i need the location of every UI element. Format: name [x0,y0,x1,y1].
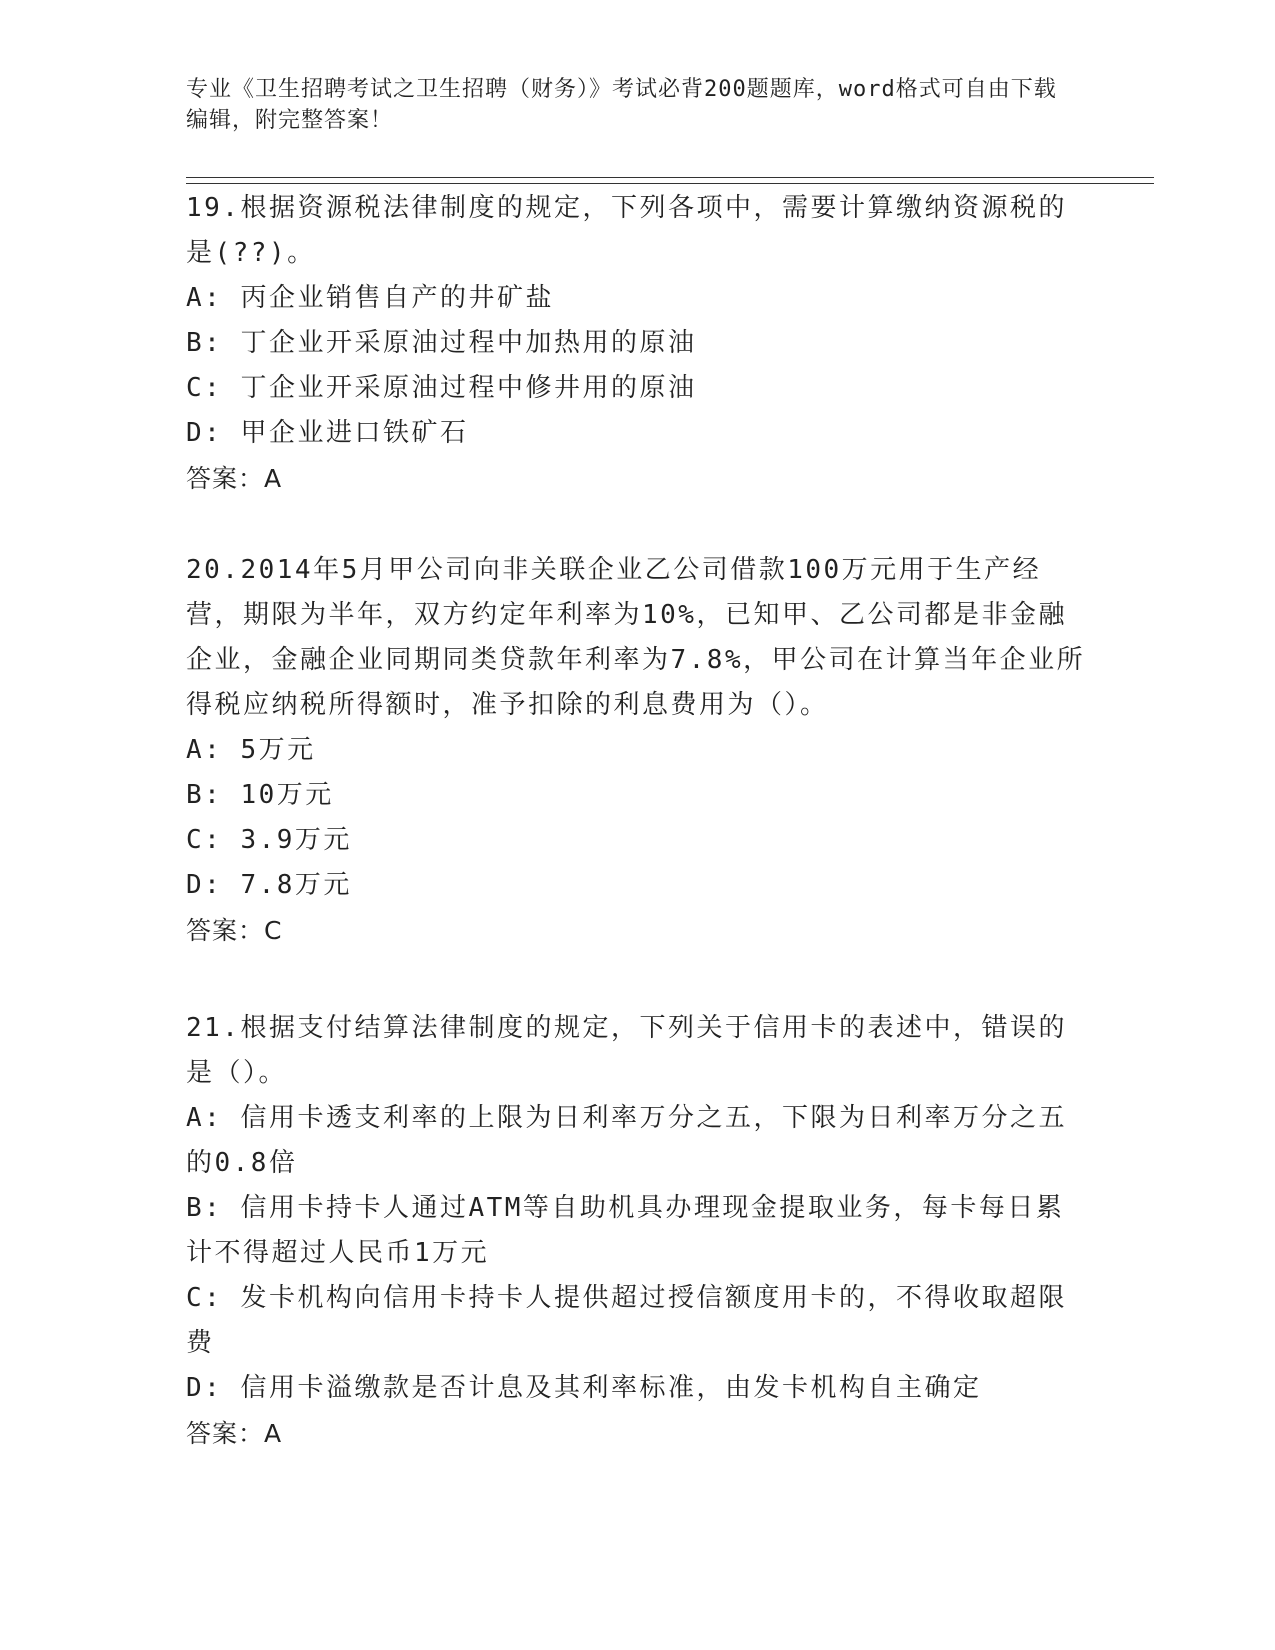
option-b: B: 丁企业开采原油过程中加热用的原油 [186,328,697,358]
option-a: A: 5万元 [186,735,316,765]
answer-line: 答案：A [186,464,283,493]
question-20 [186,548,1086,953]
question-stem: 19.根据资源税法律制度的规定，下列各项中，需要计算缴纳资源税的是(??)。 [186,193,1067,268]
question-stem: 21.根据支付结算法律制度的规定，下列关于信用卡的表述中，错误的是（）。 [186,1013,1067,1088]
question-21 [186,1006,1086,1456]
question-19 [186,186,1086,501]
document-header: 专业《卫生招聘考试之卫生招聘（财务）》考试必背200题题库，word格式可自由下载编辑，附完整答案！ [186,77,1057,133]
option-c: C: 发卡机构向信用卡持卡人提供超过授信额度用卡的，不得收取超限费 [186,1283,1067,1358]
header-divider-bottom [186,183,1154,184]
option-a: A: 丙企业销售自产的井矿盐 [186,283,554,313]
option-b: B: 10万元 [186,780,334,810]
answer-line: 答案：A [186,1419,283,1448]
option-c: C: 3.9万元 [186,825,352,855]
option-a: A: 信用卡透支利率的上限为日利率万分之五，下限为日利率万分之五的0.8倍 [186,1103,1067,1178]
answer-line: 答案：C [186,916,283,945]
question-stem: 20.2014年5月甲公司向非关联企业乙公司借款100万元用于生产经营，期限为半年，双方约定年利率为10%，已知甲、乙公司都是非金融企业，金融企业同期同类贷款年利率为7.8%，甲公司在计算当年企业所得税应纳税所得额时，准予扣除的利息费用为（）。 [186,555,1086,720]
option-d: D: 7.8万元 [186,870,352,900]
option-c: C: 丁企业开采原油过程中修井用的原油 [186,373,697,403]
option-b: B: 信用卡持卡人通过ATM等自助机具办理现金提取业务，每卡每日累计不得超过人民币1万元 [186,1193,1065,1268]
header-divider-top [186,177,1154,178]
option-d: D: 信用卡溢缴款是否计息及其利率标准，由发卡机构自主确定 [186,1373,982,1403]
option-d: D: 甲企业进口铁矿石 [186,418,469,448]
